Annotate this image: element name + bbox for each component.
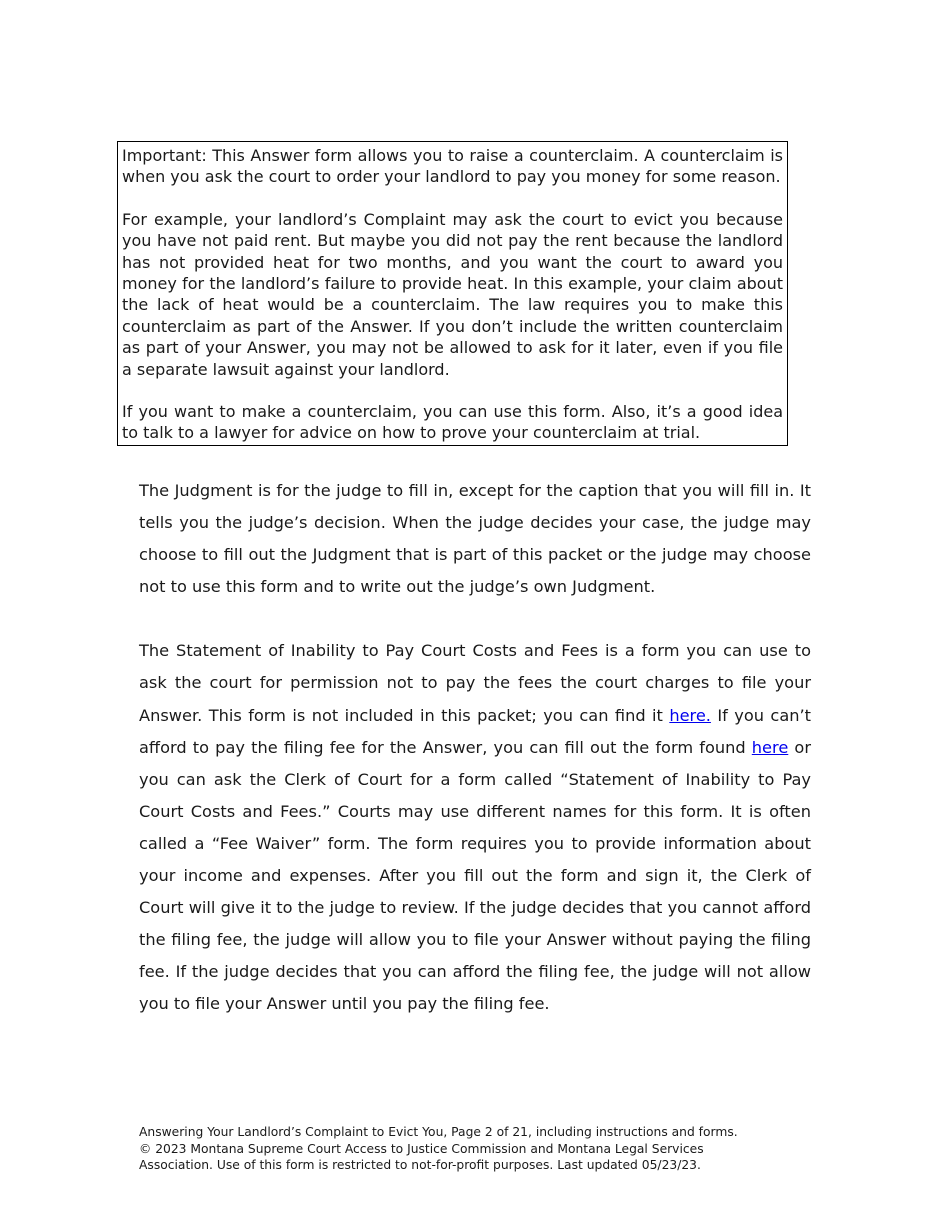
- notice-advice-paragraph: If you want to make a counterclaim, you can use this form. Also, it’s a good idea to talk to a lawyer for advice on how to prove your counterclaim at trial.: [122, 402, 783, 443]
- inability-text-part-2: If you can’t afford to pay the filing fee for the Answer, you can fill out the form found: [139, 705, 811, 757]
- inability-text-part-1: The Statement of Inability to Pay Court Costs and Fees is a form you can use to ask the court for permission not to pay the fees the court charges to file your Answer. This form is not included in this packet; you can find it: [139, 641, 811, 725]
- judgment-paragraph: The Judgment is for the judge to fill in, except for the caption that you will fill in. It tells you the judge’s decision. When the judge decides your case, the judge may choose to fill out the Judgment that is part of this packet or the judge may choose not to use this form and to write out the judge’s own Judgment.: [139, 481, 811, 597]
- inability-to-pay-paragraph: [139, 635, 811, 1020]
- notice-important-paragraph: Important: This Answer form allows you to raise a counterclaim. A counterclaim is when you ask the court to order your landlord to pay you money for some reason.: [122, 146, 783, 187]
- page-footer: [139, 1124, 779, 1174]
- form-link-2[interactable]: here: [751, 737, 789, 757]
- inability-text-part-3: or you can ask the Clerk of Court for a form called “Statement of Inability to Pay Court Costs and Fees.” Courts may use different names for this form. It is often called a “Fee Waiver” form. The form requires you to provide information about your income and expenses. After you fill out the form and sign it, the Clerk of Court will give it to the judge to review. If the judge decides that you cannot afford the filing fee, the judge will allow you to file your Answer without paying the filing fee. If the judge decides that you can afford the filing fee, the judge will not allow you to file your Answer until you pay the filing fee.: [139, 737, 811, 1014]
- footer-copyright: © 2023 Montana Supreme Court Access to Justice Commission and Montana Legal Services Association. Use of this form is restricted to not-for-profit purposes. Last updated 05/23/23.: [139, 1141, 704, 1172]
- notice-example-paragraph: For example, your landlord’s Complaint may ask the court to evict you because you have not paid rent. But maybe you did not pay the rent because the landlord has not provided heat for two months, and you want the court to award you money for the landlord’s failure to provide heat. In this example, your claim about the lack of heat would be a counterclaim. The law requires you to make this counterclaim as part of the Answer. If you don’t include the written counterclaim as part of your Answer, you may not be allowed to ask for it later, even if you file a separate lawsuit against your landlord.: [122, 209, 783, 379]
- instructions-body: [139, 475, 811, 1021]
- form-link-1[interactable]: here.: [669, 705, 711, 725]
- counterclaim-notice-box: [117, 141, 788, 446]
- footer-page-info: Answering Your Landlord’s Complaint to Evict You, Page 2 of 21, including instructions and forms.: [139, 1125, 738, 1139]
